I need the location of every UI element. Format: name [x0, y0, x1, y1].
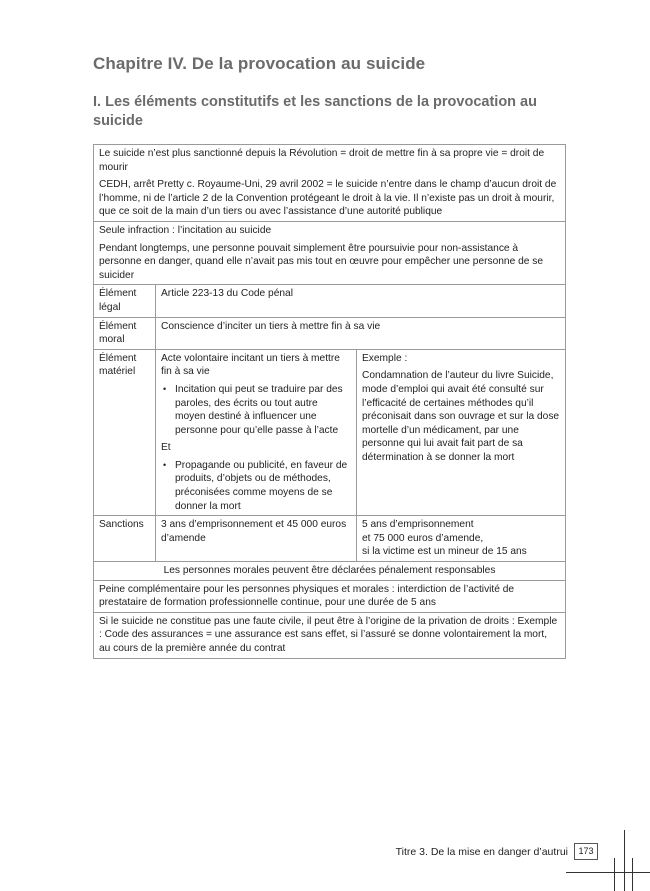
materiel-intro: Acte volontaire incitant un tiers à mettre fin à sa vie — [161, 352, 340, 378]
element-materiel-label: Élément matériel — [94, 349, 156, 516]
peine-complementaire-cell: Peine complémentaire pour les personnes physiques et morales : interdiction de l’activité de prestataire de formation professionnelle continue, pour une durée de 5 ans — [94, 580, 566, 612]
page-number: 173 — [574, 843, 598, 860]
intro-paragraph: Le suicide n’est plus sanctionné depuis la Révolution = droit de mettre fin à sa propre vie = droit de mourir — [99, 148, 545, 173]
personnes-morales-row — [94, 562, 566, 581]
element-legal-row — [94, 285, 566, 317]
crop-mark-horizontal — [566, 872, 650, 873]
materiel-list-2 — [161, 459, 351, 513]
peine-complementaire-row — [94, 580, 566, 612]
faute-civile-row — [94, 612, 566, 658]
sanctions-label: Sanctions — [94, 516, 156, 562]
element-legal-value: Article 223-13 du Code pénal — [156, 285, 566, 317]
sanctions-base: 3 ans d’emprisonnement et 45 000 euros d’amende — [156, 516, 357, 562]
element-materiel-example — [357, 349, 566, 516]
intro-cell — [94, 145, 566, 222]
infraction-heading: Seule infraction : l’incitation au suicide — [99, 224, 272, 236]
crop-mark-vertical — [632, 858, 633, 891]
section-title: I. Les éléments constitutifs et les sanctions de la provocation au suicide — [93, 94, 537, 129]
infraction-row — [94, 221, 566, 284]
sanctions-aggravated — [357, 516, 566, 562]
example-title: Exemple : — [362, 352, 408, 364]
element-moral-value: Conscience d’inciter un tiers à mettre fin à sa vie — [156, 317, 566, 349]
summary-table — [93, 144, 566, 659]
sanctions-aggravated-line: si la victime est un mineur de 15 ans — [362, 546, 527, 558]
cedh-paragraph: CEDH, arrêt Pretty c. Royaume-Uni, 29 avril 2002 = le suicide n’entre dans le champ d’aucun droit de l’homme, ni de l’article 2 de la Convention protégeant le droit à la vie. Il n’existe pas un droit à mourir, que ce soit de la main d’un tiers ou avec l’assistance d’une autorité publique — [99, 179, 557, 218]
materiel-list-1 — [161, 383, 351, 437]
infraction-cell — [94, 221, 566, 284]
crop-mark-vertical — [624, 830, 625, 891]
element-materiel-row — [94, 349, 566, 516]
sanctions-aggravated-line: et 75 000 euros d’amende, — [362, 532, 484, 544]
element-legal-label: Élément légal — [94, 285, 156, 317]
chapter-title: Chapitre IV. De la provocation au suicide — [93, 54, 426, 73]
sanctions-row — [94, 516, 566, 562]
crop-mark-vertical — [614, 858, 615, 891]
element-moral-label: Élément moral — [94, 317, 156, 349]
running-title: Titre 3. De la mise en danger d’autrui — [395, 846, 568, 858]
sanctions-aggravated-line: 5 ans d’emprisonnement — [362, 519, 474, 531]
intro-row — [94, 145, 566, 222]
personnes-morales-cell: Les personnes morales peuvent être déclarées pénalement responsables — [94, 562, 566, 581]
element-moral-row — [94, 317, 566, 349]
example-text: Condamnation de l’auteur du livre Suicide, mode d’emploi qui avait été consulté sur l’efficacité de certaines méthodes qu’il préconisait dans son ouvrage et sur la dose mortelle d’un médicament, par une personne qui lui avait fait part de sa détermination à se donner la mort — [362, 370, 560, 463]
list-item: • Incitation qui peut se traduire par des paroles, des écrits ou tout autre moyen destiné à influencer une personne pour qu’elle passe à l’acte — [161, 383, 351, 437]
list-item: • Propagande ou publicité, en faveur de produits, d’objets ou de méthodes, préconisées comme moyens de se donner la mort — [161, 459, 351, 513]
infraction-paragraph: Pendant longtemps, une personne pouvait simplement être poursuivie pour non-assistance à personne en danger, quand elle n’avait pas mis tout en œuvre pour empêcher une personne de se suicider — [99, 242, 544, 281]
materiel-conjunction: Et — [161, 442, 171, 454]
element-materiel-description — [156, 349, 357, 516]
faute-civile-cell: Si le suicide ne constitue pas une faute civile, il peut être à l’origine de la privation de droits : Exemple : Code des assurances = une assurance est sans effet, si l’assuré se donne volontairement la mort, au cours de la première année du contrat — [94, 612, 566, 658]
